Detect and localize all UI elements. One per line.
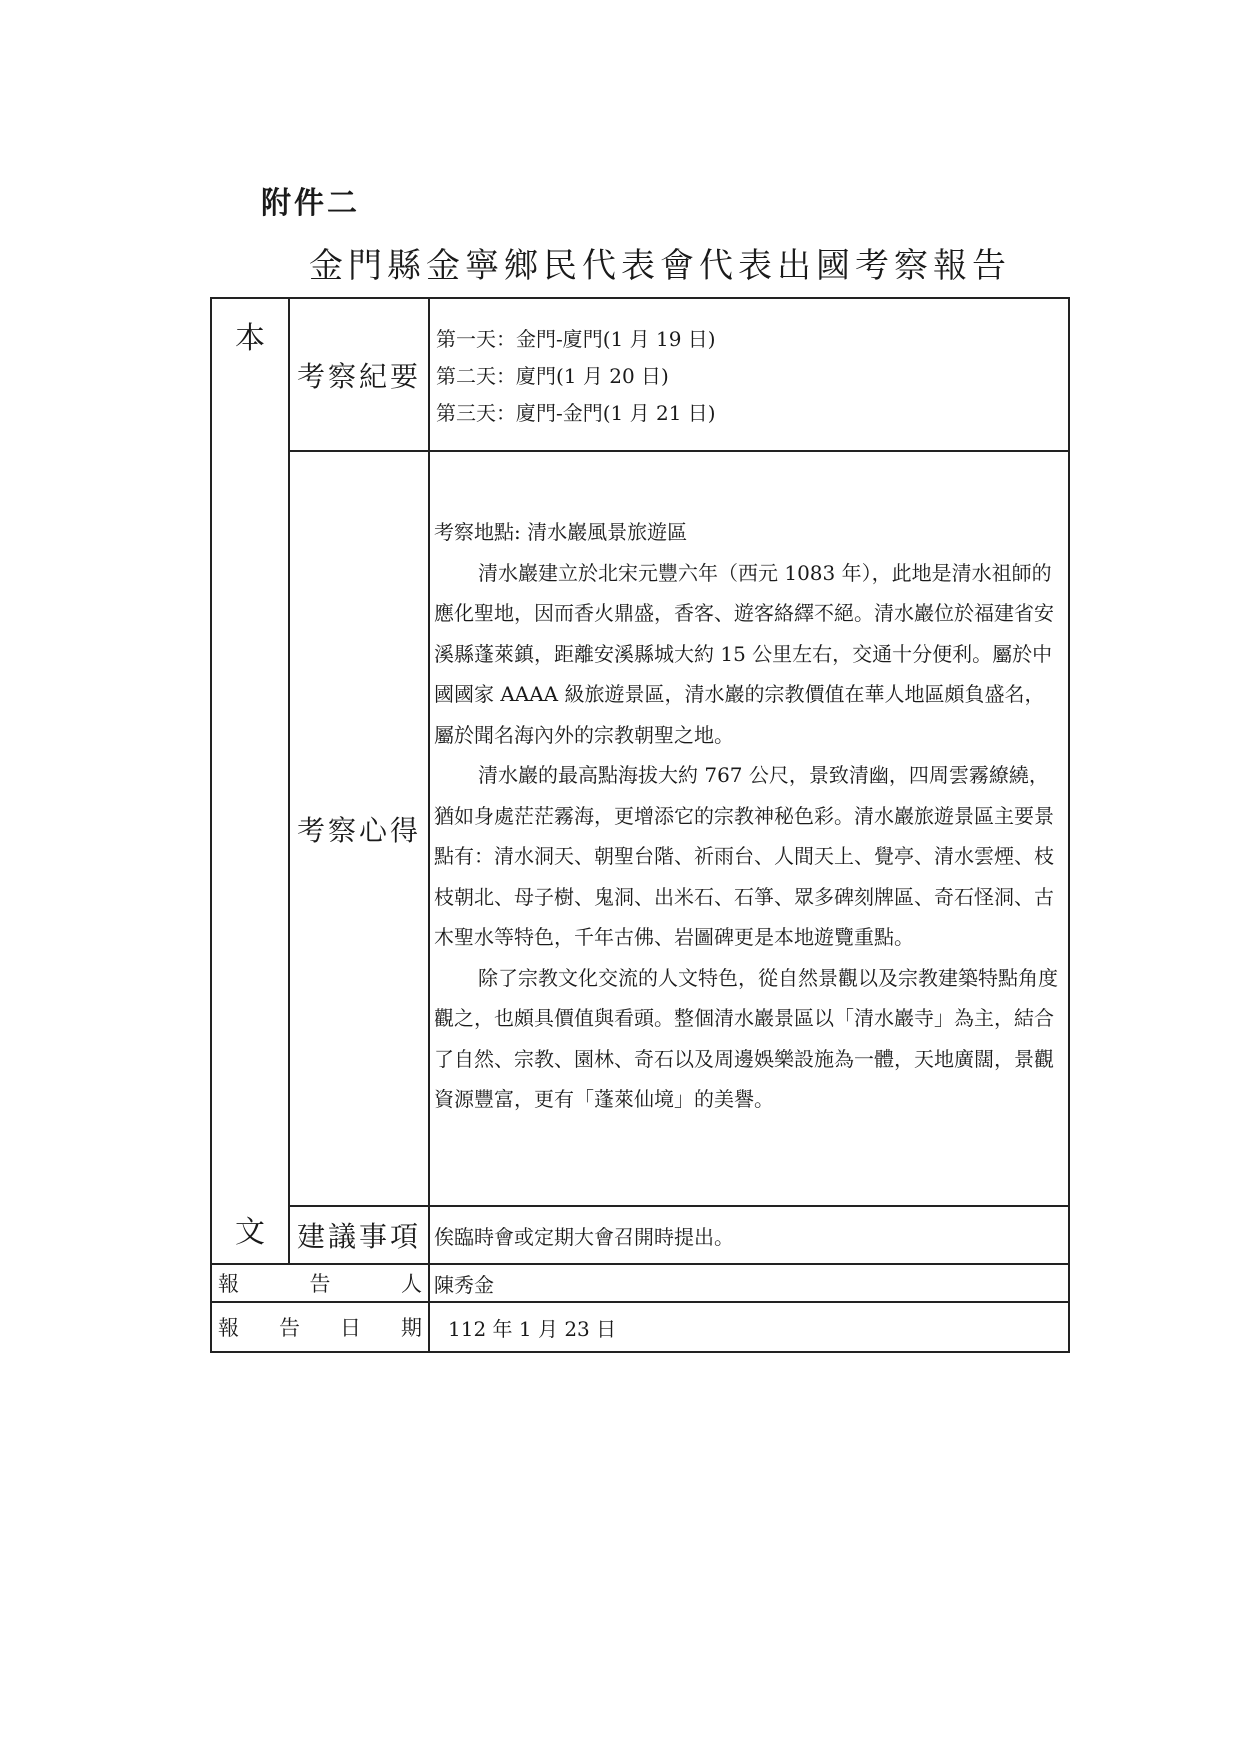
suggestions-label: 建議事項	[289, 1206, 429, 1264]
date-label-char: 日	[340, 1316, 361, 1340]
date-label	[211, 1302, 429, 1352]
date-row	[211, 1302, 1069, 1352]
report-title	[0, 238, 1240, 287]
summary-row	[211, 298, 1069, 451]
suggestions-row	[211, 1206, 1069, 1264]
impressions-label: 考察心得	[289, 451, 429, 1206]
impressions-paragraph: 清水巖建立於北宋元豐六年（西元 1083 年），此地是清水祖師的應化聖地，因而香火鼎盛，香客、遊客絡繹不絕。清水巖位於福建省安溪縣蓬萊鎮，距離安溪縣城大約 15 公里左右，交通十分便利。屬於中國國家 AAAA 級旅遊景區，清水巖的宗教價值在華人地區頗負盛名，屬於聞名海內外的宗教朝聖之地。	[434, 560, 1054, 747]
reporter-label-char: 人	[401, 1272, 422, 1296]
reporter-row	[211, 1264, 1069, 1302]
summary-line: 第二天：廈門(1 月 20 日)	[436, 364, 669, 388]
attachment-label: 附件二	[261, 186, 360, 221]
impressions-row	[211, 451, 1069, 1206]
side-label-bottom: 文	[235, 1215, 265, 1250]
summary-label: 考察紀要	[289, 298, 429, 451]
impressions-content	[429, 451, 1069, 1206]
reporter-label-char: 報	[218, 1272, 239, 1296]
side-label-top: 本	[235, 321, 265, 356]
date-label-char: 報	[218, 1316, 239, 1340]
report-title-text: 金門縣金寧鄉民代表會代表出國考察報告	[309, 246, 1011, 286]
report-date-value: 112 年 1 月 23 日	[429, 1302, 1069, 1352]
summary-line: 第三天：廈門-金門(1 月 21 日)	[436, 401, 716, 425]
impressions-paragraph: 除了宗教文化交流的人文特色，從自然景觀以及宗教建築特點角度觀之，也頗具價值與看頭。整個清水巖景區以「清水巖寺」為主，結合了自然、宗教、園林、奇石以及周邊娛樂設施為一體，天地廣闊，景觀資源豐富，更有「蓬萊仙境」的美譽。	[434, 965, 1058, 1111]
summary-content	[429, 298, 1069, 451]
reporter-name: 陳秀金	[429, 1264, 1069, 1302]
report-table	[210, 297, 1070, 1353]
reporter-label-char: 告	[309, 1272, 331, 1296]
body-side-label	[211, 298, 289, 1264]
impressions-paragraph: 清水巖的最高點海拔大約 767 公尺，景致清幽，四周雲霧繚繞，猶如身處茫茫霧海，更增添它的宗教神秘色彩。清水巖旅遊景區主要景點有：清水洞天、朝聖台階、祈雨台、人間天上、覺亭、清水雲煙、枝枝朝北、母子樹、鬼洞、出米石、石箏、眾多碑刻牌區、奇石怪洞、古木聖水等特色，千年古佛、岩圖碑更是本地遊覽重點。	[434, 763, 1054, 949]
date-label-char: 期	[401, 1316, 422, 1340]
date-label-char: 告	[279, 1316, 300, 1340]
suggestions-content: 俟臨時會或定期大會召開時提出。	[429, 1206, 1069, 1264]
reporter-label	[211, 1264, 429, 1302]
location-line: 考察地點: 清水巖風景旅遊區	[434, 520, 688, 544]
summary-line: 第一天：金門-廈門(1 月 19 日)	[436, 327, 716, 351]
